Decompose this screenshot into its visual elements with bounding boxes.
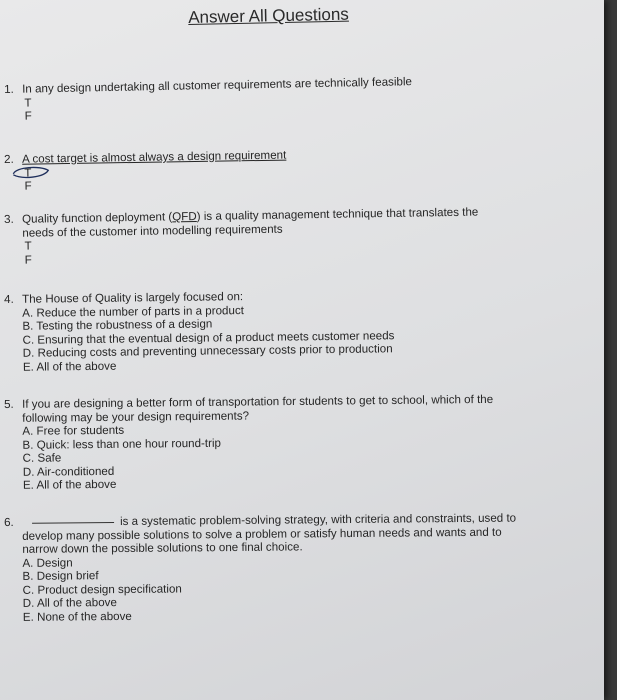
- page-title: Answer All Questions: [188, 4, 350, 27]
- question-text: If you are designing a better form of transportation for students to get to school, which of the: [21, 392, 494, 411]
- option-c: C. Safe: [22, 451, 62, 465]
- option-a: A. Reduce the number of parts in a product: [22, 303, 245, 320]
- question-text: A cost target is almost always a design requirement: [21, 148, 287, 166]
- option-c: C. Ensuring that the eventual design of a product meets customer needs: [22, 328, 395, 347]
- question-text: The House of Quality is largely focused on:: [21, 290, 244, 306]
- question-text-continued: develop many possible solutions to solve a problem or satisfy human needs and wants and to: [22, 525, 502, 543]
- question-number: 2.: [4, 152, 14, 166]
- question-number: 1.: [4, 82, 14, 96]
- question-6: [4, 512, 517, 624]
- answer-blank: [32, 522, 114, 524]
- pen-circle-mark: [10, 165, 50, 181]
- option-d: D. Reducing costs and preventing unnecessary costs prior to production: [22, 342, 393, 360]
- qfd-abbreviation: QFD: [172, 209, 197, 224]
- question-text-part-2: ) is a quality management technique that translates the: [196, 205, 479, 223]
- question-text-continued: needs of the customer into modelling requirements: [22, 222, 283, 240]
- option-false: F: [24, 179, 32, 193]
- question-number: 4.: [4, 292, 14, 306]
- question-text-continued: following may be your design requirements?: [22, 408, 250, 425]
- option-b: B. Quick: less than one hour round-trip: [22, 436, 222, 452]
- option-e: E. All of the above: [22, 359, 117, 374]
- question-text: is a systematic problem-solving strategy, with criteria and constraints, used to: [119, 511, 517, 528]
- question-number: 6.: [4, 515, 14, 529]
- question-text: In any design undertaking all customer requirements are technically feasible: [21, 75, 413, 96]
- question-text-part-1: Quality function deployment (: [21, 210, 173, 226]
- option-true: T: [24, 95, 32, 110]
- option-false: F: [24, 253, 32, 267]
- question-5: [4, 393, 494, 493]
- option-e: E. All of the above: [22, 477, 117, 492]
- option-d: D. Air-conditioned: [22, 464, 115, 479]
- option-true: T: [24, 166, 32, 180]
- option-b: B. Design brief: [22, 569, 99, 583]
- option-c: C. Product design specification: [22, 581, 182, 597]
- question-number: 5.: [4, 397, 14, 411]
- question-2: [4, 149, 287, 194]
- option-a: A. Free for students: [22, 423, 125, 438]
- option-true: T: [24, 239, 32, 253]
- option-false: F: [24, 109, 32, 123]
- option-d: D. All of the above: [22, 596, 117, 610]
- question-1: [4, 75, 413, 123]
- question-4: [4, 288, 395, 374]
- option-a: A. Design: [22, 555, 73, 570]
- question-text-continued-2: narrow down the possible solutions to one final choice.: [22, 540, 303, 556]
- question-number: 3.: [4, 212, 14, 226]
- question-3: [4, 206, 479, 267]
- option-e: E. None of the above: [22, 609, 132, 624]
- option-b: B. Testing the robustness of a design: [22, 317, 213, 333]
